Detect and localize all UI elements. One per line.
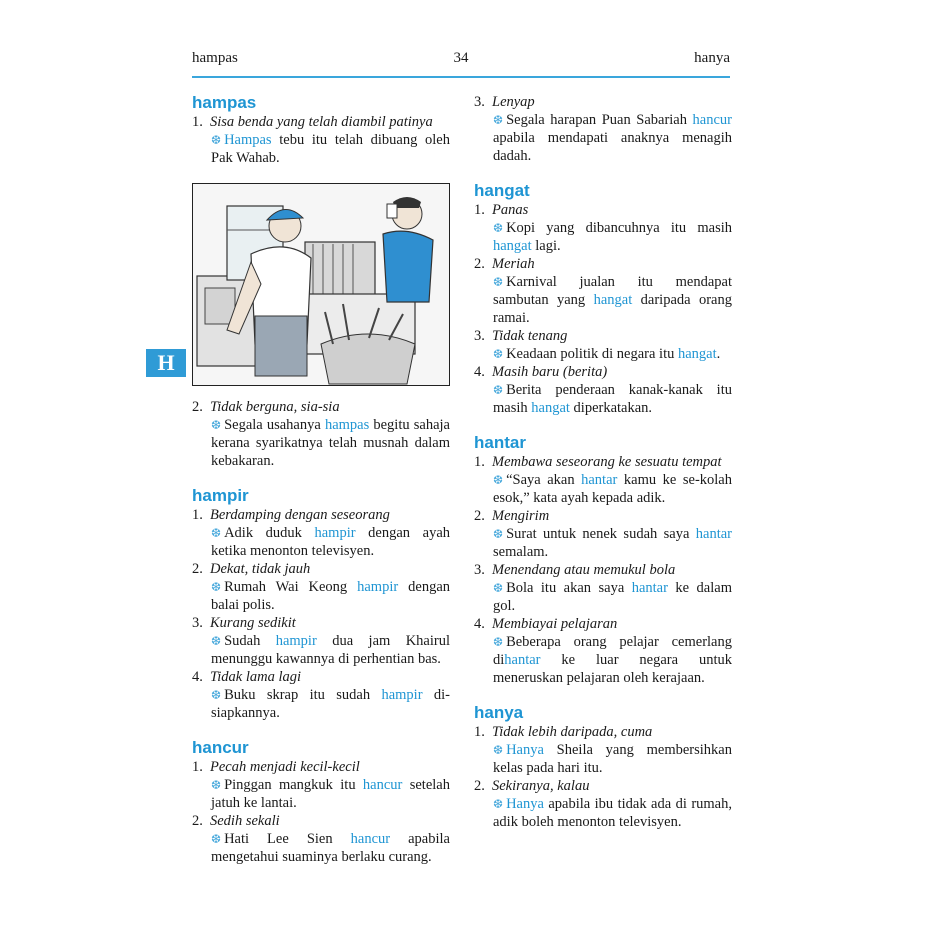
sense-number: 1. [192,114,203,130]
example-sentence: ❆ Segala usahanya hampas begitu sahaja kerana syarikatnya telah musnah dalam kebakaran. [211,417,450,469]
example-sentence: ❆ Kopi yang dibancuhnya itu masih hangat lagi. [493,220,732,254]
headword-hampir: hampir [192,486,249,505]
snowflake-bullet-icon: ❆ [211,832,222,846]
sense: 1. Pecah menjadi kecil-kecil [192,759,360,775]
snowflake-bullet-icon: ❆ [211,526,222,540]
example-sentence: ❆ Surat untuk nenek sudah saya hantar semalam. [493,526,732,560]
sense-number: 2. [192,399,203,415]
sense [192,113,450,131]
headword-hangat: hangat [474,181,530,200]
sense: 2. Sedih sekali [192,813,280,829]
example-sentence: ❆ “Saya akan hantar kamu ke se-kolah esok,” kata ayah kepada adik. [493,472,732,506]
headword-hanya: hanya [474,703,524,722]
sense: 1. Berdamping dengan seseorang [192,507,390,523]
snowflake-bullet-icon: ❆ [493,527,504,541]
snowflake-bullet-icon: ❆ [493,473,504,487]
snowflake-bullet-icon: ❆ [493,743,504,757]
right-column [474,90,732,831]
left-column [192,90,450,866]
snowflake-bullet-icon: ❆ [493,383,504,397]
snowflake-bullet-icon: ❆ [211,688,222,702]
sense: 3. Menendang atau memukul bola [474,562,676,578]
sense: 2. Meriah [474,256,535,272]
sense-definition: Sisa benda yang telah diambil patinya [210,114,433,130]
snowflake-bullet-icon: ❆ [493,635,504,649]
example-sentence: ❆ Berita penderaan kanak-kanak itu masih hangat diperkatakan. [493,382,732,416]
example-sentence: ❆ Adik duduk hampir dengan ayah ketika menonton televisyen. [211,525,451,559]
headword-hancur: hancur [192,738,249,757]
sense: 4. Membiayai pelajaran [474,616,618,632]
example-sentence: ❆ Segala harapan Puan Sabariah hancur apabila mendapati anaknya menagih dadah. [493,112,732,164]
sense-definition: Tidak berguna, sia-sia [210,399,340,415]
sense: 2. Dekat, tidak jauh [192,561,311,577]
headword-hampas: hampas [192,93,257,112]
guide-word-right: hanya [694,50,730,66]
example-sentence: ❆ Hanya Sheila yang membersihkan kelas pada hari itu. [493,742,732,776]
sense: 2. Sekiranya, kalau [474,778,590,794]
header-rule [192,76,730,78]
snowflake-bullet-icon: ❆ [211,778,222,792]
letter-tab: H [146,349,186,377]
example-sentence: ❆ Buku skrap itu sudah hampir di-siapkannya. [211,687,450,721]
snowflake-bullet-icon: ❆ [211,634,222,648]
sense: 1. Membawa seseorang ke sesuatu tempat [474,454,722,470]
sense [192,398,450,416]
page-number: 34 [453,50,469,66]
sense: 2. Mengirim [474,508,550,524]
example-sentence: ❆ Rumah Wai Keong hampir dengan balai polis. [211,579,451,613]
sense: 4. Tidak lama lagi [192,669,302,685]
headword-hantar: hantar [474,433,526,452]
snowflake-bullet-icon: ❆ [493,797,504,811]
sense: 3. Lenyap [474,94,535,110]
snowflake-bullet-icon: ❆ [493,347,504,361]
snowflake-bullet-icon: ❆ [493,221,504,235]
sense: 3. Tidak tenang [474,328,568,344]
example-sentence: ❆ Pinggan mangkuk itu hancur setelah jatuh ke lantai. [211,777,450,811]
illustration-sugarcane-juice-stall [192,183,450,386]
example-sentence: ❆ Sudah hampir dua jam Khairul menunggu kawannya di perhentian bas. [211,633,450,667]
sense: 3. Kurang sedikit [192,615,296,631]
snowflake-bullet-icon: ❆ [493,275,504,289]
snowflake-bullet-icon: ❆ [211,580,222,594]
example-sentence: ❆ Hanya apabila ibu tidak ada di rumah, adik boleh menonton televisyen. [493,796,732,830]
sense: 1. Panas [474,202,529,218]
example-sentence: ❆ Hampas tebu itu telah dibuang oleh Pak Wahab. [211,132,450,166]
sense: 4. Masih baru (berita) [474,364,608,380]
example-sentence: ❆ Karnival jualan itu mendapat sambutan yang hangat daripada orang ramai. [493,274,732,326]
running-header [192,50,730,72]
snowflake-bullet-icon: ❆ [493,113,504,127]
example-sentence: ❆ Keadaan politik di negara itu hangat. [493,346,721,362]
snowflake-bullet-icon: ❆ [211,418,222,432]
example-sentence: ❆ Bola itu akan saya hantar ke dalam gol. [493,580,732,614]
snowflake-bullet-icon: ❆ [493,581,504,595]
sense: 1. Tidak lebih daripada, cuma [474,724,653,740]
snowflake-bullet-icon: ❆ [211,133,222,147]
guide-word-left: hampas [192,50,238,66]
example-sentence: ❆ Hati Lee Sien hancur apabila mengetahui suaminya berlaku curang. [211,831,450,865]
example-sentence: ❆ Beberapa orang pelajar cemerlang dihantar ke luar negara untuk meneruskan pelajaran oleh kerajaan. [493,634,732,686]
